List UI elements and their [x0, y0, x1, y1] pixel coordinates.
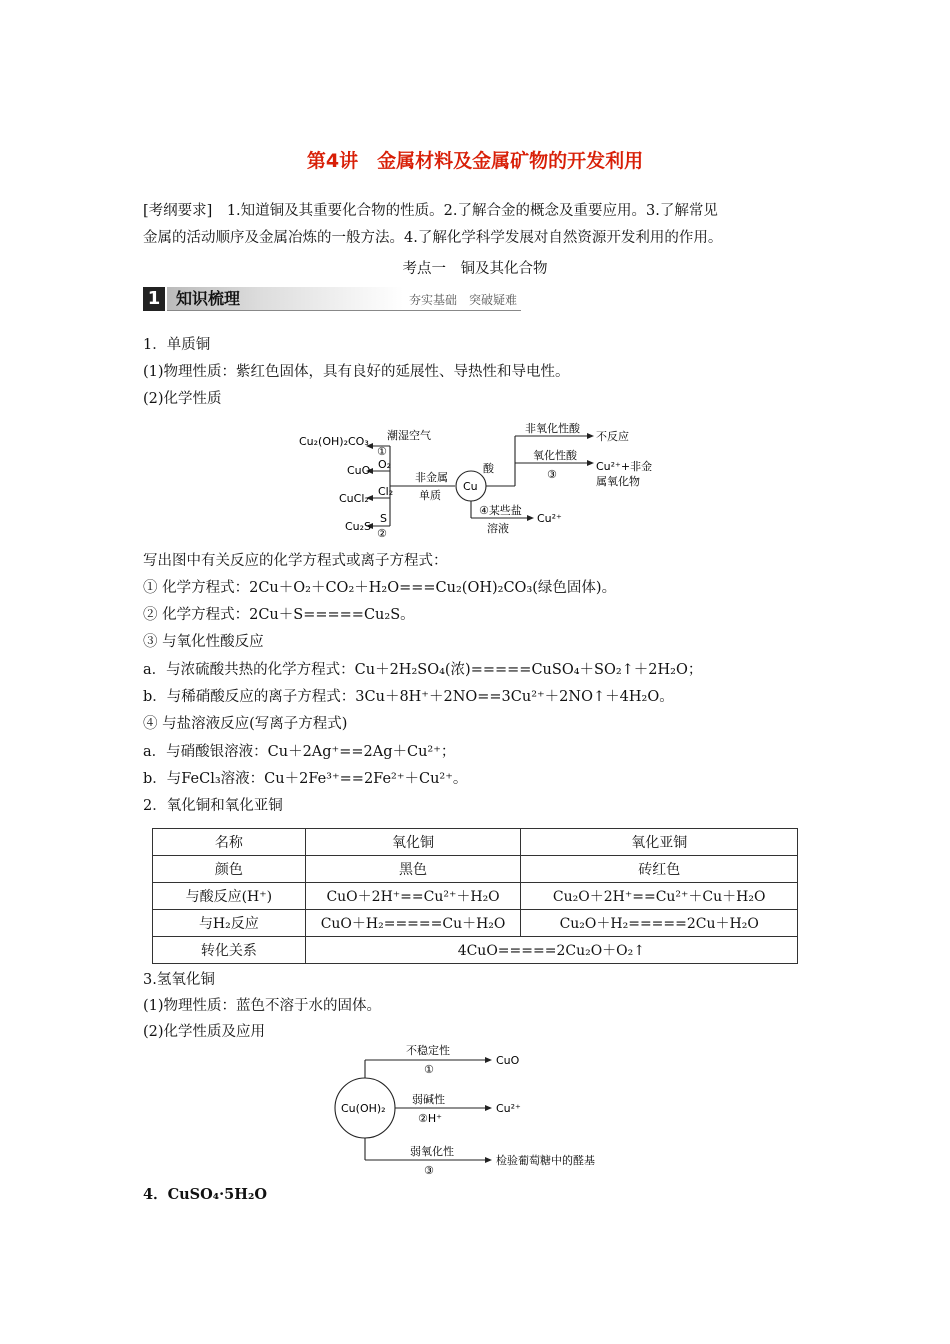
table-cell: CuO＋H₂=====Cu＋H₂O [305, 910, 521, 937]
table-cell: CuO＋2H⁺==Cu²⁺＋H₂O [305, 883, 521, 910]
table-header: 名称 [153, 829, 306, 856]
label-s: S [380, 512, 387, 525]
label-weak-base: 弱碱性 [412, 1093, 445, 1106]
table-row [153, 883, 798, 910]
label-salt-solution-2: 溶液 [487, 522, 509, 535]
copper-heading: 1．单质铜 [143, 337, 211, 353]
label-circle-2-h: ②H⁺ [418, 1112, 442, 1125]
table-cell: 颜色 [153, 856, 306, 883]
label-circle-3: ③ [547, 468, 557, 481]
table-cell: Cu₂O＋2H⁺==Cu²⁺＋Cu＋H₂O [521, 883, 798, 910]
banner-rule [167, 310, 521, 311]
result-oxidizing-1: Cu²⁺+非金 [596, 460, 653, 473]
result-cu2plus: Cu²⁺ [496, 1102, 521, 1115]
table-row [153, 937, 798, 964]
requirements-line-2: 金属的活动顺序及金属冶炼的一般方法。4.了解化学科学发展对自然资源开发利用的作用。 [143, 230, 723, 246]
oxides-table [152, 828, 798, 964]
banner-number: 1 [143, 287, 165, 311]
banner-subtitle: 夯实基础 突破疑难 [408, 293, 517, 307]
label-element: 单质 [419, 489, 441, 502]
table-header: 氧化铜 [305, 829, 521, 856]
product-cucl2: CuCl₂ [339, 492, 369, 505]
equation-3: ③ 与氧化性酸反应 [143, 634, 264, 650]
table-row [153, 856, 798, 883]
table-cell: 4CuO=====2Cu₂O＋O₂↑ [305, 937, 797, 964]
center-cu-oh-2: Cu(OH)₂ [341, 1102, 386, 1115]
label-circle-1: ① [424, 1063, 434, 1076]
equation-3a: a．与浓硫酸共热的化学方程式：Cu＋2H₂SO₄(浓)=====CuSO₄＋SO₂↑＋2H₂O； [143, 662, 703, 678]
label-salt-solution-1: ④某些盐 [479, 504, 522, 517]
table-cell: Cu₂O＋H₂=====2Cu＋H₂O [521, 910, 798, 937]
copper-reaction-diagram [295, 418, 665, 543]
product-cuo: CuO [347, 464, 371, 477]
result-cu2plus: Cu²⁺ [537, 512, 562, 525]
table-cell: 与酸反应(H⁺) [153, 883, 306, 910]
equation-1: ① 化学方程式：2Cu＋O₂＋CO₂＋H₂O===Cu₂(OH)₂CO₃(绿色固体)。 [143, 580, 617, 596]
table-cell: 与H₂反应 [153, 910, 306, 937]
equation-4b: b．与FeCl₃溶液：Cu＋2Fe³⁺==2Fe²⁺＋Cu²⁺。 [143, 771, 468, 787]
equation-3b: b．与稀硝酸反应的离子方程式：3Cu＋8H⁺＋2NO==3Cu²⁺＋2NO↑＋4H₂O。 [143, 689, 674, 705]
label-cl2: Cl₂ [378, 485, 394, 498]
hydroxide-diagram [330, 1040, 630, 1180]
label-circle-1: ① [377, 445, 387, 458]
label-nonmetal: 非金属 [415, 471, 448, 484]
label-humid-air: 潮湿空气 [387, 429, 431, 442]
label-o2: O₂ [378, 458, 392, 471]
center-cu: Cu [463, 480, 478, 493]
knowledge-banner [143, 287, 521, 311]
table-header-row [153, 829, 798, 856]
sulfate-heading: 4．CuSO₄·5H₂O [143, 1186, 267, 1203]
equation-4: ④ 与盐溶液反应(写离子方程式) [143, 716, 348, 732]
label-unstable: 不稳定性 [406, 1044, 450, 1057]
requirements-line-1: [考纲要求] 1.知道铜及其重要化合物的性质。2.了解合金的概念及重要应用。3.了解常见 [143, 203, 718, 219]
label-circle-3: ③ [424, 1164, 434, 1177]
hydroxide-physical: (1)物理性质：蓝色不溶于水的固体。 [143, 998, 382, 1014]
result-oxidizing-2: 属氧化物 [596, 475, 640, 488]
oxides-heading: 2．氧化铜和氧化亚铜 [143, 798, 283, 814]
banner-label: 知识梳理 [176, 289, 241, 308]
result-glucose-test: 检验葡萄糖中的醛基 [496, 1154, 595, 1167]
equation-4a: a．与硝酸银溶液：Cu＋2Ag⁺==2Ag＋Cu²⁺； [143, 744, 456, 760]
label-circle-2: ② [377, 527, 387, 540]
label-oxidizing-acid: 氧化性酸 [533, 449, 577, 462]
label-weak-oxidizer: 弱氧化性 [410, 1145, 454, 1158]
table-cell: 黑色 [305, 856, 521, 883]
table-cell: 砖红色 [521, 856, 798, 883]
table-header: 氧化亚铜 [521, 829, 798, 856]
label-non-oxidizing-acid: 非氧化性酸 [525, 422, 580, 435]
page-title: 第4讲 金属材料及金属矿物的开发利用 [306, 150, 644, 172]
result-cuo: CuO [496, 1054, 520, 1067]
hydroxide-heading: 3.氢氧化铜 [143, 972, 215, 988]
product-cu2s: Cu₂S [345, 520, 372, 533]
equations-intro: 写出图中有关反应的化学方程式或离子方程式： [143, 553, 448, 569]
table-row [153, 910, 798, 937]
label-acid: 酸 [483, 462, 494, 475]
copper-chemical: (2)化学性质 [143, 391, 222, 407]
product-basic-carbonate: Cu₂(OH)₂CO₃ [299, 435, 369, 448]
result-no-reaction: 不反应 [596, 430, 629, 443]
copper-physical: (1)物理性质：紫红色固体，具有良好的延展性、导热性和导电性。 [143, 364, 570, 380]
table-cell: 转化关系 [153, 937, 306, 964]
equation-2: ② 化学方程式：2Cu＋S=====Cu₂S。 [143, 607, 415, 623]
hydroxide-chemical: (2)化学性质及应用 [143, 1024, 266, 1040]
section-title: 考点一 铜及其化合物 [402, 261, 548, 277]
